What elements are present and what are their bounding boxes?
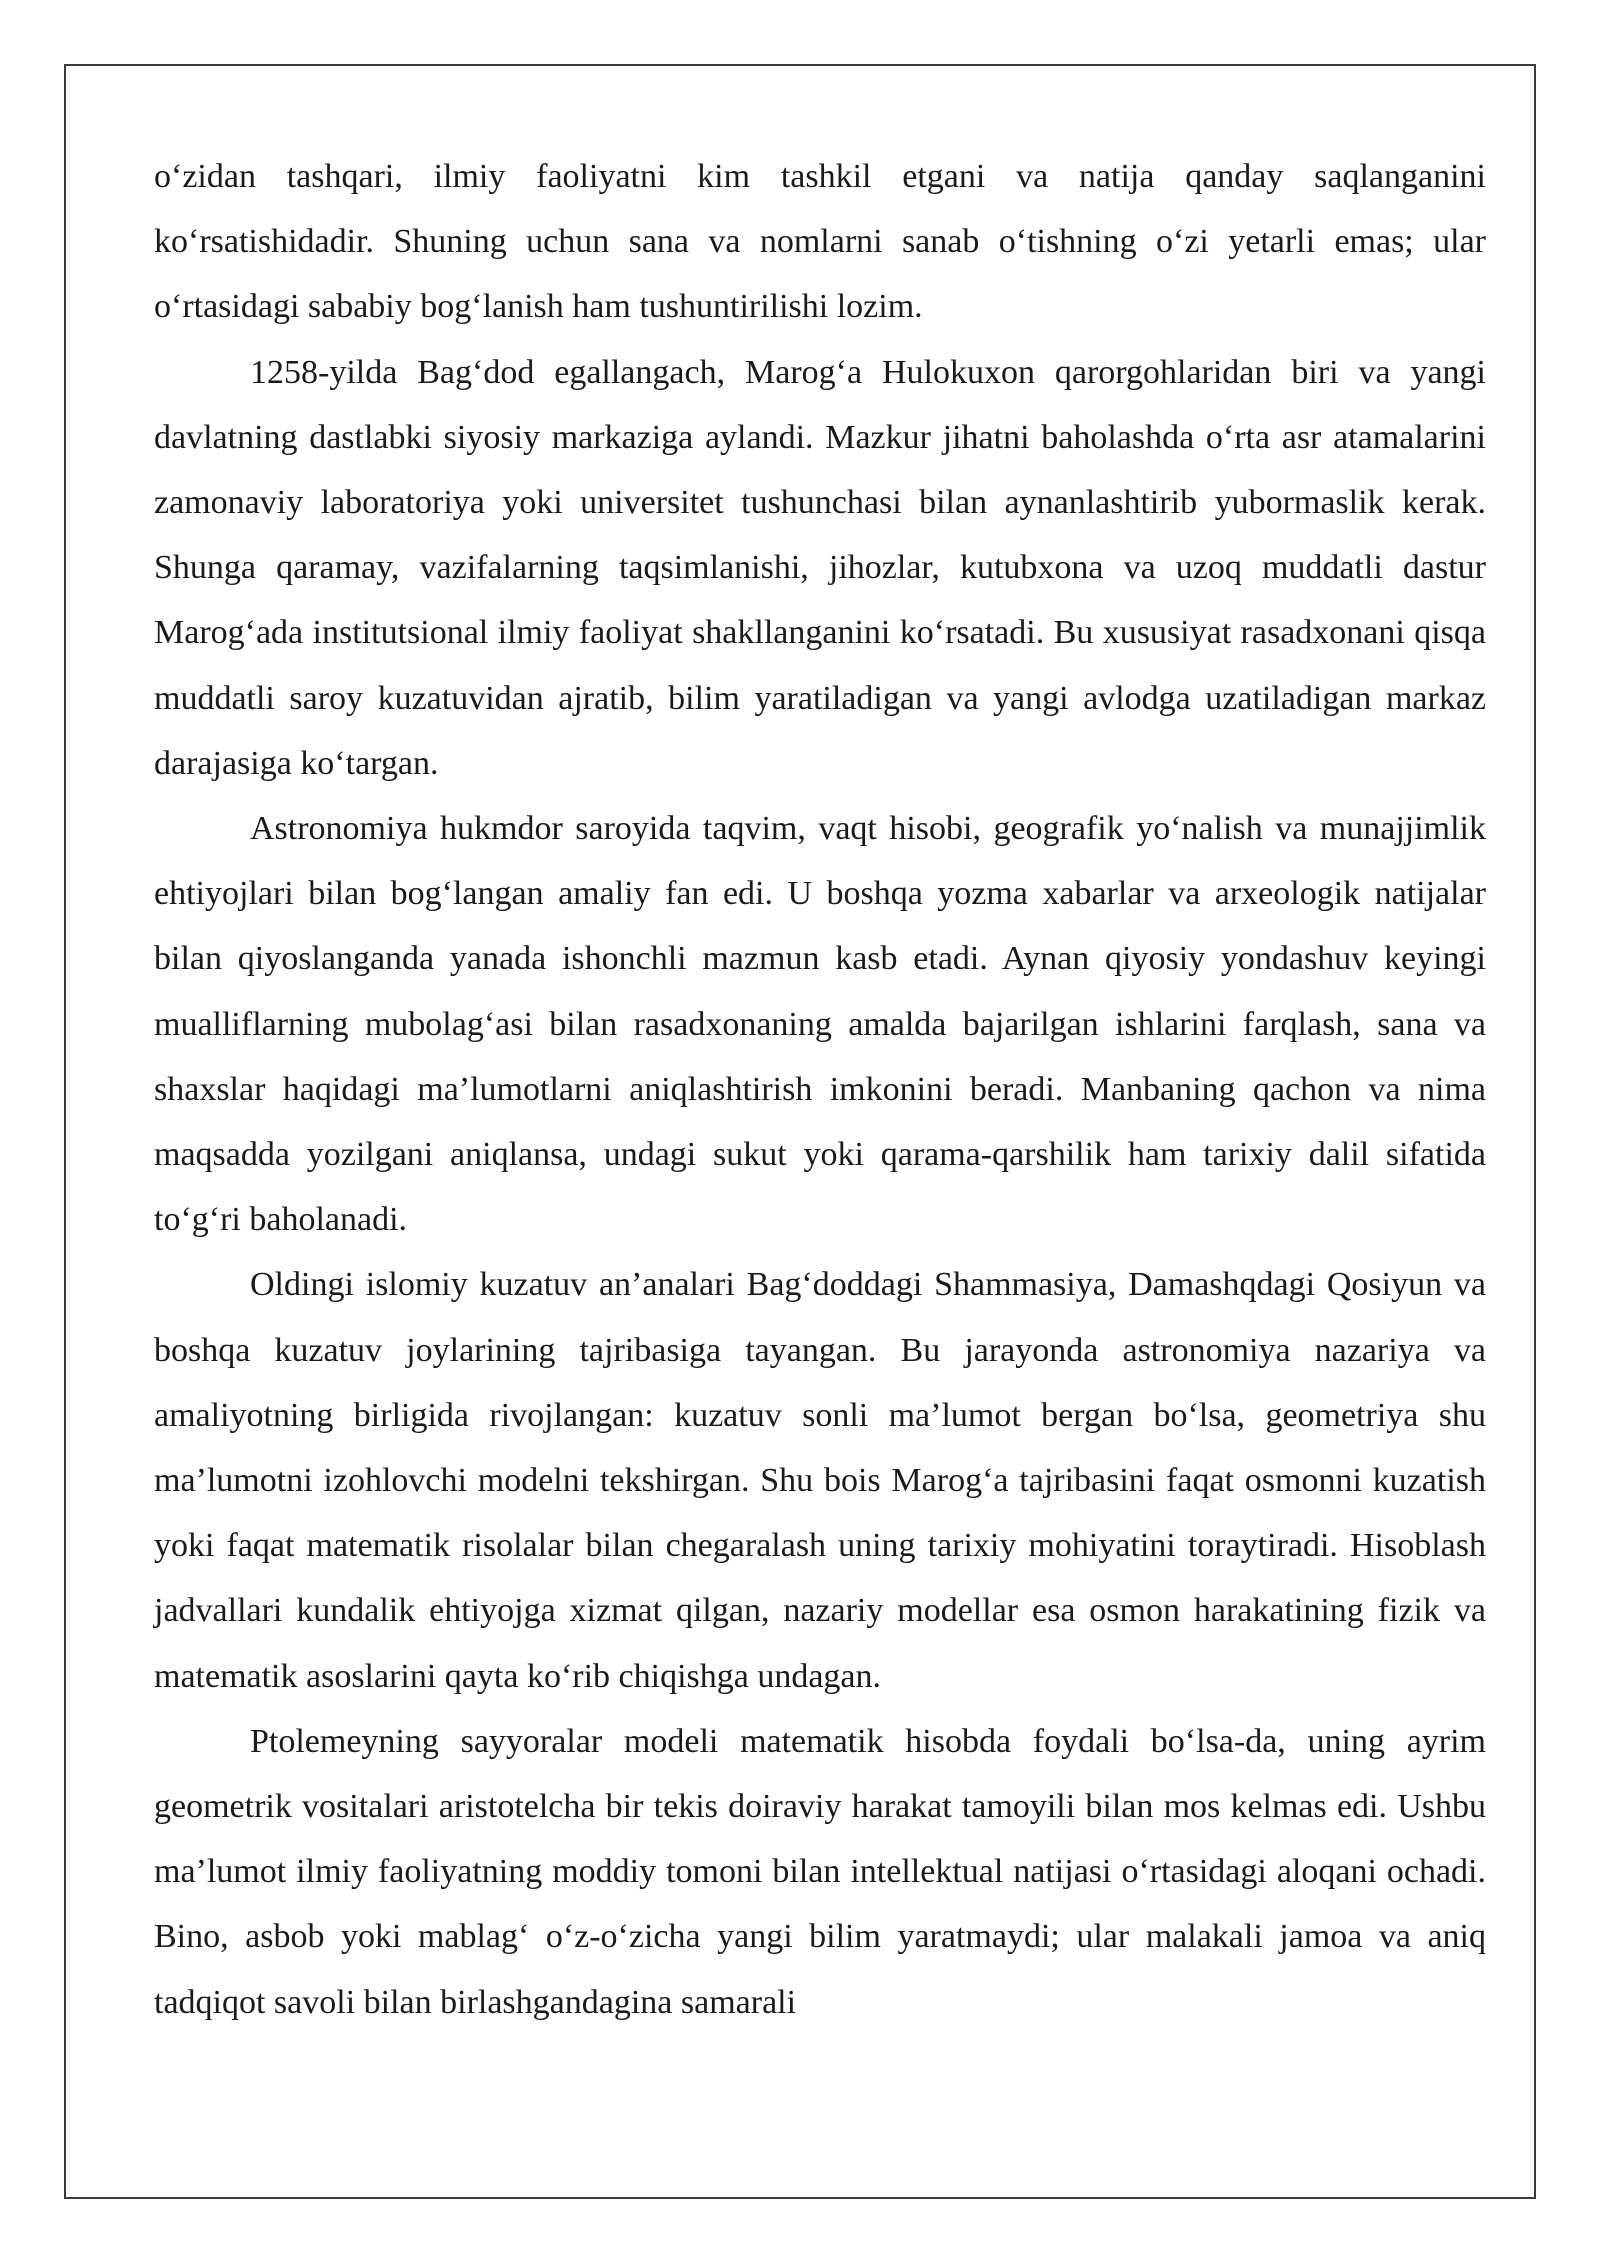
- paragraph-5: Ptolemeyning sayyoralar modeli matematik hisobda foydali bo‘lsa-da, uning ayrim geometrik vositalari aristotelcha bir tekis doiraviy harakat tamoyili bilan mos kelmas edi. Ushbu ma’lumot ilmiy faoliyatning moddiy tomoni bilan intellektual natijasi o‘rtasidagi aloqani ochadi. Bino, asbob yoki mablag‘ o‘z-o‘zicha yangi bilim yaratmaydi; ular malakali jamoa va aniq tadqiqot savoli bilan birlashgandagina samarali: [154, 1722, 1486, 2021]
- paragraph-3: Astronomiya hukmdor saroyida taqvim, vaqt hisobi, geografik yo‘nalish va munajjimlik ehtiyojlari bilan bog‘langan amaliy fan edi. U boshqa yozma xabarlar va arxeologik natijalar bilan qiyoslanganda yanada ishonchli mazmun kasb etadi. Aynan qiyosiy yondashuv keyingi mualliflarning mubolag‘asi bilan rasadxonaning amalda bajarilgan ishlarini farqlash, sana va shaxslar haqidagi ma’lumotlarni aniqlashtirish imkonini beradi. Manbaning qachon va nima maqsadda yozilgani aniqlansa, undagi sukut yoki qarama-qarshilik ham tarixiy dalil sifatida to‘g‘ri baholanadi.: [154, 810, 1486, 1239]
- document-body: [154, 144, 1486, 2035]
- paragraph-1: o‘zidan tashqari, ilmiy faoliyatni kim tashkil etgani va natija qanday saqlanganini ko‘rsatishidadir. Shuning uchun sana va nomlarni sanab o‘tishning o‘zi yetarli emas; ular o‘rtasidagi sababiy bog‘lanish ham tushuntirilishi lozim.: [154, 158, 1486, 326]
- paragraph-2: 1258-yilda Bag‘dod egallangach, Marog‘a Hulokuxon qarorgohlaridan biri va yangi davlatning dastlabki siyosiy markaziga aylandi. Mazkur jihatni baholashda o‘rta asr atamalarini zamonaviy laboratoriya yoki universitet tushunchasi bilan aynanlashtirib yubormaslik kerak. Shunga qaramay, vazifalarning taqsimlanishi, jihozlar, kutubxona va uzoq muddatli dastur Marog‘ada institutsional ilmiy faoliyat shakllanganini ko‘rsatadi. Bu xususiyat rasadxonani qisqa muddatli saroy kuzatuvidan ajratib, bilim yaratiladigan va yangi avlodga uzatiladigan markaz darajasiga ko‘targan.: [154, 353, 1486, 782]
- paragraph-4: Oldingi islomiy kuzatuv an’analari Bag‘doddagi Shammasiya, Damashqdagi Qosiyun va boshqa kuzatuv joylarining tajribasiga tayangan. Bu jarayonda astronomiya nazariya va amaliyotning birligida rivojlangan: kuzatuv sonli ma’lumot bergan bo‘lsa, geometriya shu ma’lumotni izohlovchi modelni tekshirgan. Shu bois Marog‘a tajribasini faqat osmonni kuzatish yoki faqat matematik risolalar bilan chegaralash uning tarixiy mohiyatini toraytiradi. Hisoblash jadvallari kundalik ehtiyojga xizmat qilgan, nazariy modellar esa osmon harakatining fizik va matematik asoslarini qayta ko‘rib chiqishga undagan.: [154, 1266, 1486, 1695]
